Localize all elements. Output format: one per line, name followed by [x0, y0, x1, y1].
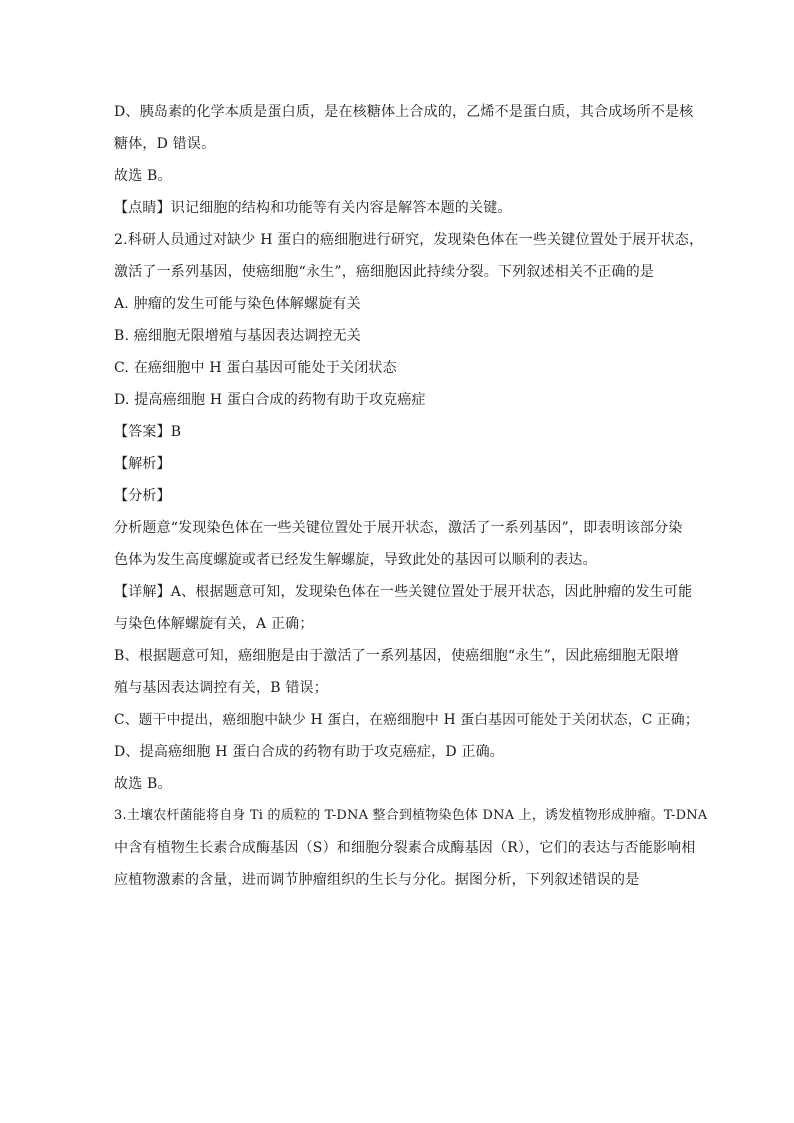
text-line-15: 色体为发生高度螺旋或者已经发生解螺旋，导致此处的基因可以顺利的表达。: [114, 552, 597, 568]
text-line-16: 【详解】A、根据题意可知，发现染色体在一些关键位置处于展开状态，因此肿瘤的发生可能: [114, 584, 693, 600]
text-line-21: D、提高癌细胞 H 蛋白合成的药物有助于攻克癌症，D 正确。: [114, 744, 505, 760]
text-line-24: 中含有植物生长素合成酶基因（S）和细胞分裂素合成酶基因（R），它们的表达与否能影响相: [114, 840, 696, 856]
text-line-5: 2.科研人员通过对缺少 H 蛋白的癌细胞进行研究，发现染色体在一些关键位置处于展开状态，: [114, 232, 704, 248]
text-line-6: 激活了一系列基因，使癌细胞“永生”，癌细胞因此持续分裂。下列叙述相关不正确的是: [114, 264, 655, 280]
text-line-1: D、胰岛素的化学本质是蛋白质，是在核糖体上合成的，乙烯不是蛋白质，其合成场所不是核: [114, 104, 694, 120]
analysis-heading: 【解析】: [114, 456, 171, 472]
option-a: A. 肿瘤的发生可能与染色体解螺旋有关: [114, 296, 361, 312]
text-line-2: 糖体，D 错误。: [114, 136, 216, 152]
text-line-17: 与染色体解螺旋有关，A 正确；: [114, 616, 314, 632]
text-line-23: 3.土壤农杆菌能将自身 Ti 的质粒的 T-DNA 整合到植物染色体 DNA 上，诱发植物形成肿瘤。T-DNA: [114, 808, 708, 823]
option-d: D. 提高癌细胞 H 蛋白合成的药物有助于攻克癌症: [114, 392, 426, 408]
text-line-19: 殖与基因表达调控有关，B 错误；: [114, 680, 328, 696]
option-b: B. 癌细胞无限增殖与基因表达调控无关: [114, 328, 361, 344]
text-line-4: 【点睛】识记细胞的结构和功能等有关内容是解答本题的关键。: [114, 200, 512, 216]
text-line-25: 应植物激素的含量，进而调节肿瘤组织的生长与分化。据图分析，下列叙述错误的是: [114, 872, 640, 888]
text-line-14: 分析题意“发现染色体在一些关键位置处于展开状态，激活了一系列基因”，即表明该部分染: [114, 520, 683, 536]
text-line-3: 故选 B。: [114, 168, 172, 184]
text-line-22: 故选 B。: [114, 776, 172, 792]
text-line-18: B、根据题意可知，癌细胞是由于激活了一系列基因，使癌细胞“永生”，因此癌细胞无限增: [114, 648, 679, 664]
text-line-20: C、题干中提出，癌细胞中缺少 H 蛋白，在癌细胞中 H 蛋白基因可能处于关闭状态，C 正确；: [114, 712, 699, 728]
answer-line: 【答案】B: [114, 424, 182, 440]
analysis-subheading: 【分析】: [114, 488, 171, 504]
option-c: C. 在癌细胞中 H 蛋白基因可能处于关闭状态: [114, 360, 397, 376]
